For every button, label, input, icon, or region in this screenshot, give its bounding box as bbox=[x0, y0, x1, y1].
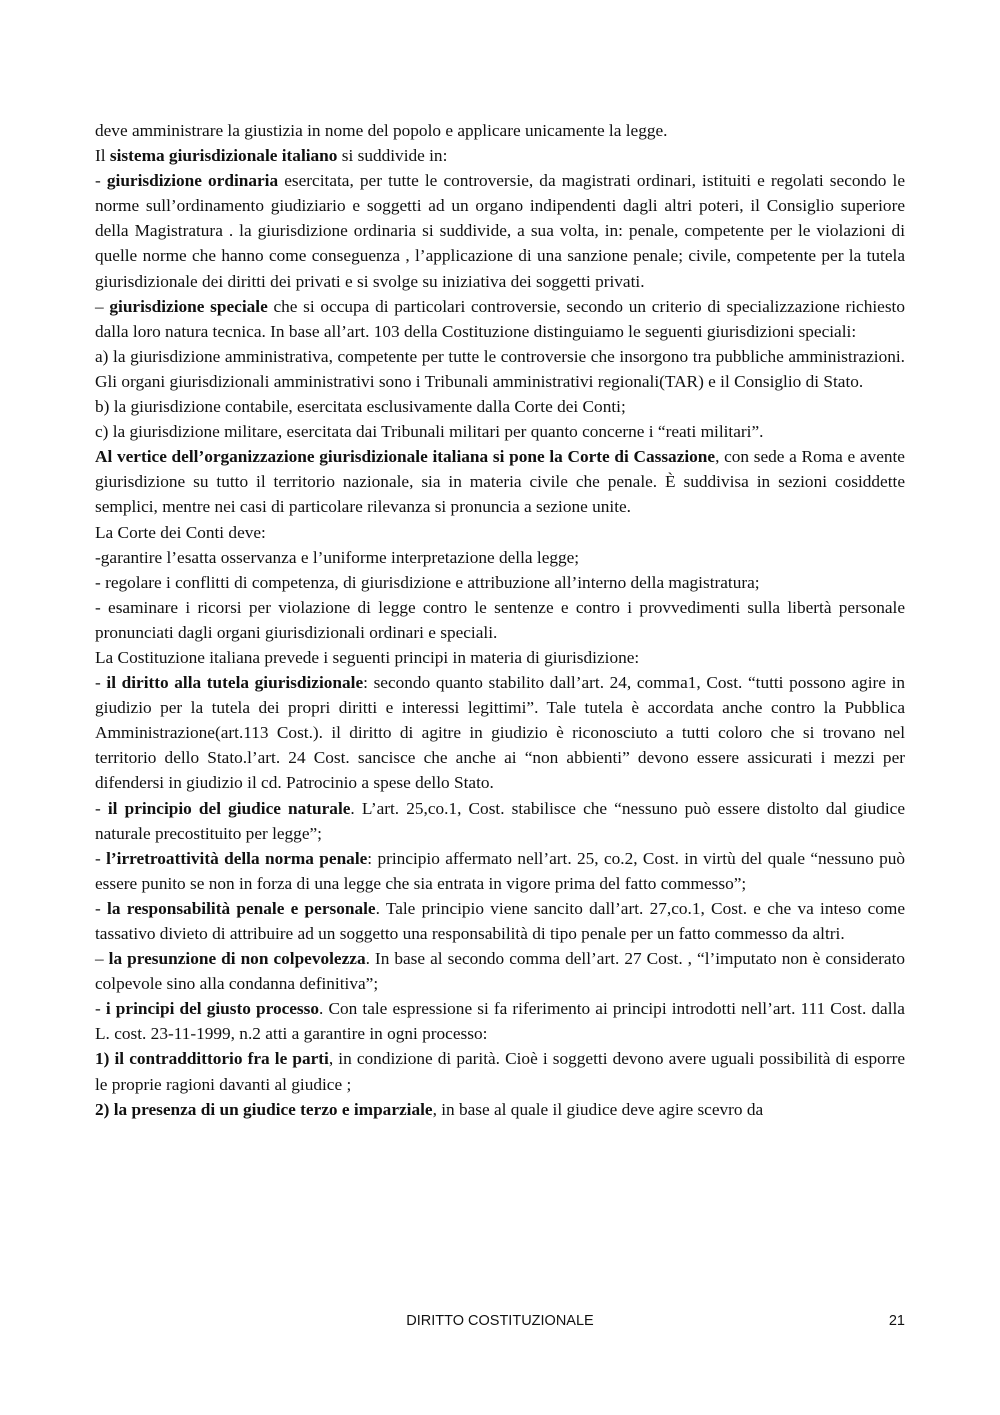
bold-text: giurisdizione ordinaria bbox=[106, 171, 279, 191]
paragraph bbox=[95, 996, 905, 1046]
paragraph bbox=[95, 344, 905, 394]
paragraph bbox=[95, 118, 905, 143]
paragraph bbox=[95, 595, 905, 645]
text-run: - bbox=[95, 848, 107, 868]
text-run: , con sede a Roma e avente giurisdizione su tutto il territorio nazionale, sia in materia civile che penale. È suddivisa in sezioni cosiddette semplici, mentre nei casi di particolare rilevanza si pronuncia a sezione unite. bbox=[95, 447, 905, 517]
paragraph bbox=[95, 545, 905, 570]
paragraph bbox=[95, 645, 905, 670]
bold-text: giurisdizione speciale bbox=[109, 296, 268, 316]
text-run: si suddivide in: bbox=[337, 146, 448, 166]
text-run: – bbox=[95, 949, 109, 969]
paragraph bbox=[95, 570, 905, 595]
text-run: – bbox=[95, 296, 110, 316]
text-run: - bbox=[95, 999, 106, 1019]
text-run: a) la giurisdizione amministrativa, competente per tutte le controversie che insorgono tra pubbliche amministrazioni. Gli organi giurisdizionali amministrativi sono i Tribunali amministrativi regionali(TAR) e il Consiglio di Stato. bbox=[95, 346, 905, 391]
bold-text: 2) la presenza di un giudice terzo e imparziale bbox=[95, 1099, 433, 1119]
text-run: . In base al secondo comma dell’art. 27 Cost. , “l’imputato non è considerato colpevole sino alla condanna definitiva”; bbox=[95, 949, 906, 994]
text-run: : secondo quanto stabilito dall’art. 24, comma1, Cost. “tutti possono agire in giudizio per la tutela dei propri diritti e interessi legittimi”. Tale tutela è accordata anche contro la Pubblica Amministrazione(art.113 Cost.). il diritto di agitre in giudizio è riconosciuto a tutti coloro che si trovano nel territorio dello Stato.l’art. 24 Cost. sancisce che anche ai “non abbienti” devono essere assicurati i mezzi per difendersi in giudizio il cd. Patrocinio a spese dello Stato. bbox=[95, 673, 905, 793]
paragraph bbox=[95, 444, 905, 519]
paragraph bbox=[95, 946, 905, 996]
text-run: . Con tale espressione si fa riferimento ai principi introdotti nell’art. 111 Cost. dalla L. cost. 23-11-1999, n.2 atti a garantire in ogni processo: bbox=[95, 999, 905, 1044]
text-run: - regolare i conflitti di competenza, di giurisdizione e attribuzione all’interno della magistratura; bbox=[95, 572, 760, 592]
paragraph bbox=[95, 670, 905, 795]
bold-text: il diritto alla tutela giurisdizionale bbox=[106, 673, 364, 693]
paragraph bbox=[95, 796, 905, 846]
text-run: esercitata, per tutte le controversie, da magistrati ordinari, istituiti e regolati secondo le norme sull’ordinamento giudiziario e soggetti ad un organo indipendenti dagli altri poteri, il Consiglio superiore della Magistratura . la giurisdizione ordinaria si suddivide, a sua volta, in: penale, competente per le violazioni di quelle norme che hanno come conseguenza , l’applicazione di una sanzione penale; civile, competente per la tutela giurisdizionale dei diritti dei privati e si svolge su iniziativa dei soggetti privati. bbox=[95, 171, 906, 291]
bold-text: la presunzione di non colpevolezza bbox=[108, 949, 366, 969]
bold-text: 1) il contraddittorio fra le parti bbox=[95, 1049, 329, 1069]
text-run: , in condizione di parità. Cioè i soggetti devono avere uguali possibilità di esporre le proprie ragioni davanti al giudice ; bbox=[95, 1049, 905, 1094]
paragraph bbox=[95, 394, 905, 419]
page-number: 21 bbox=[888, 1313, 905, 1329]
paragraph bbox=[95, 419, 905, 444]
text-run: - bbox=[95, 798, 108, 818]
paragraph bbox=[95, 168, 905, 293]
text-run: La Corte dei Conti deve: bbox=[95, 522, 266, 542]
text-run: - bbox=[95, 673, 107, 693]
text-run: . Tale principio viene sancito dall’art. 27,co.1, Cost. e che va inteso come tassativo divieto di attribuire ad un soggetto una responsabilità di tipo penale per un fatto commesso da altri. bbox=[95, 898, 905, 943]
text-run: , in base al quale il giudice deve agire scevro da bbox=[432, 1099, 764, 1119]
footer-title: DIRITTO COSTITUZIONALE bbox=[406, 1313, 594, 1329]
text-run: Il bbox=[95, 146, 110, 166]
bold-text: Al vertice dell’organizzazione giurisdizionale italiana si pone la Corte di Cassazione bbox=[95, 447, 716, 467]
text-run: c) la giurisdizione militare, esercitata dai Tribunali militari per quanto concerne i “reati militari”. bbox=[95, 422, 764, 442]
text-run: : principio affermato nell’art. 25, co.2, Cost. in virtù del quale “nessuno può essere punito se non in forza di una legge che sia entrata in vigore prima del fatto commesso”; bbox=[95, 848, 905, 893]
paragraph bbox=[95, 1097, 905, 1122]
paragraph bbox=[95, 1046, 905, 1096]
bold-text: sistema giurisdizionale italiano bbox=[109, 146, 338, 166]
bold-text: il principio del giudice naturale bbox=[107, 798, 351, 818]
paragraph bbox=[95, 520, 905, 545]
paragraph bbox=[95, 896, 905, 946]
text-run: deve amministrare la giustizia in nome del popolo e applicare unicamente la legge. bbox=[95, 121, 668, 140]
text-run: - bbox=[95, 898, 108, 918]
text-run: -garantire l’esatta osservanza e l’uniforme interpretazione della legge; bbox=[95, 547, 580, 567]
bold-text: i principi del giusto processo bbox=[105, 999, 320, 1019]
text-run: . L’art. 25,co.1, Cost. stabilisce che “nessuno può essere distolto dal giudice naturale precostituito per legge”; bbox=[95, 798, 906, 843]
paragraph bbox=[95, 143, 905, 168]
text-run: che si occupa di particolari controversie, secondo un criterio di specializzazione richiesto dalla loro natura tecnica. In base all’art. 103 della Costituzione distinguiamo le seguenti giurisdizioni speciali: bbox=[95, 296, 906, 341]
paragraph bbox=[95, 846, 905, 896]
text-run: b) la giurisdizione contabile, esercitata esclusivamente dalla Corte dei Conti; bbox=[95, 397, 626, 417]
paragraph bbox=[95, 294, 905, 344]
text-run: - esaminare i ricorsi per violazione di legge contro le sentenze e contro i provvedimenti sulla libertà personale pronunciati dagli organi giurisdizionali ordinari e speciali. bbox=[95, 597, 905, 642]
text-run: - bbox=[95, 171, 107, 191]
bold-text: la responsabilità penale e personale bbox=[107, 898, 376, 918]
body-text bbox=[95, 118, 905, 1122]
text-run: La Costituzione italiana prevede i seguenti principi in materia di giurisdizione: bbox=[95, 647, 640, 667]
bold-text: l’irretroattività della norma penale bbox=[106, 848, 368, 868]
